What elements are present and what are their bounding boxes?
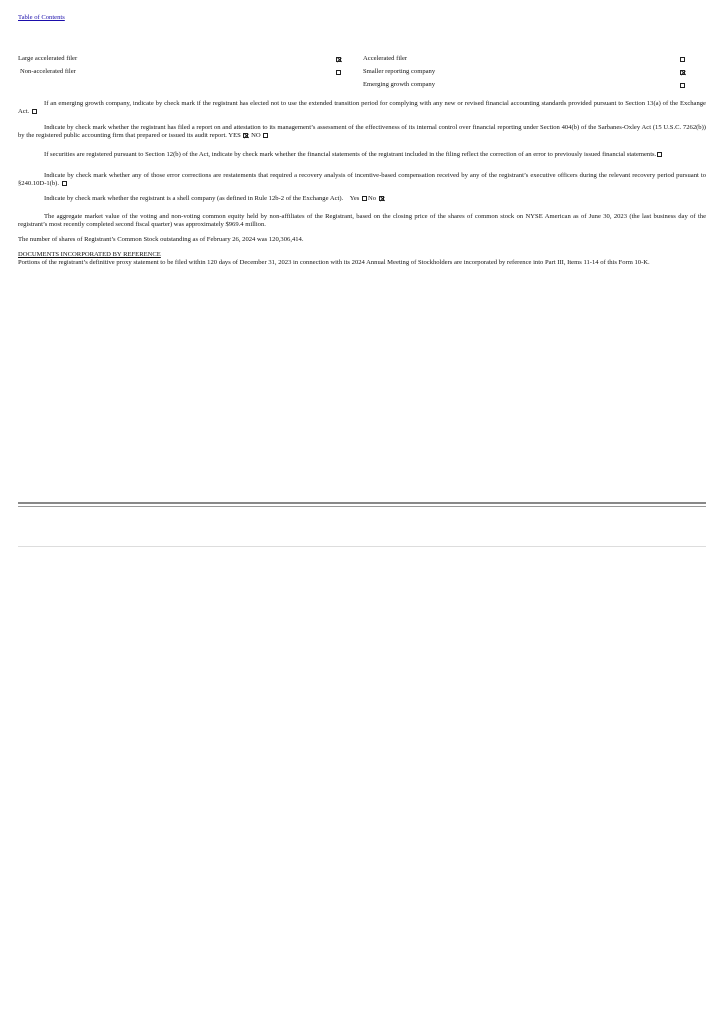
emerging-growth-paragraph: [18, 100, 706, 117]
error-correction-checkbox[interactable]: [657, 152, 662, 157]
accelerated-filer-checkbox[interactable]: [680, 57, 685, 62]
clawback-paragraph: [18, 172, 706, 189]
non-accelerated-filer-checkbox[interactable]: [336, 70, 341, 75]
page-break-rule-secondary: [18, 506, 706, 507]
shares-outstanding-text: The number of shares of Registrant’s Common Stock outstanding as of February 26, 2024 was 120,306,414.: [18, 236, 304, 243]
document-page: [18, 0, 706, 1024]
shell-yes-checkbox[interactable]: [362, 196, 367, 201]
large-accelerated-filer-label: Large accelerated filer: [18, 55, 78, 62]
filer-row-2: [18, 68, 706, 78]
market-value-paragraph: [18, 213, 706, 230]
icfr-no-label: NO: [251, 132, 261, 140]
icfr-attestation-text: Indicate by check mark whether the registrant has filed a report on and attestation to its management’s assessment of the effectiveness of its internal control over financial reporting under Section 404(b) of the Sarbanes-Oxley Act (15 U.S.C. 7262(b)) by the registered public accounting firm that prepared or issued its audit report.: [18, 124, 706, 140]
market-value-text: The aggregate market value of the voting and non-voting common equity held by non-affiliates of the Registrant, based on the closing price of the shares of common stock on NYSE American as of June 30, 2023 (the last business day of the registrant’s most recently completed second fiscal quarter) was approximately $969.4 million.: [18, 213, 706, 229]
page-divider: [18, 546, 706, 547]
error-correction-paragraph: [18, 151, 706, 159]
emerging-growth-company-checkbox[interactable]: [680, 83, 685, 88]
emerging-growth-company-label: Emerging growth company: [363, 81, 436, 88]
page-break-rule: [18, 502, 706, 504]
shares-outstanding-paragraph: [18, 236, 706, 244]
icfr-yes-label: YES: [228, 132, 241, 140]
smaller-reporting-company-checkbox[interactable]: [680, 70, 685, 75]
filer-row-1: [18, 55, 706, 65]
error-correction-text: If securities are registered pursuant to Section 12(b) of the Act, indicate by check mark whether the financial statements of the registrant included in the filing reflect the correction of an error to previously issued financial statements.: [44, 151, 657, 158]
emerging-growth-text: If an emerging growth company, indicate by check mark if the registrant has elected not to use the extended transition period for complying with any new or revised financial accounting standards provided pursuant to Section 13(a) of the Exchange Act.: [18, 100, 706, 116]
non-accelerated-filer-label: Non-accelerated filer: [20, 68, 76, 75]
clawback-checkbox[interactable]: [62, 181, 67, 186]
documents-incorporated-paragraph: [18, 259, 706, 267]
icfr-attestation-paragraph: [18, 124, 706, 141]
filer-row-3: [18, 81, 706, 91]
documents-incorporated-heading: DOCUMENTS INCORPORATED BY REFERENCE: [18, 251, 161, 258]
shell-company-text: Indicate by check mark whether the registrant is a shell company (as defined in Rule 12b-2 of the Exchange Act).: [44, 195, 344, 202]
shell-company-paragraph: [18, 195, 706, 203]
emerging-growth-election-checkbox[interactable]: [32, 109, 37, 114]
documents-incorporated-text: Portions of the registrant’s definitive proxy statement to be filed within 120 days of December 31, 2023 in connection with its 2024 Annual Meeting of Stockholders are incorporated by reference into Part III, Items 11-14 of this Form 10-K.: [18, 259, 650, 266]
icfr-yes-checkbox[interactable]: [243, 133, 248, 138]
clawback-text: Indicate by check mark whether any of those error corrections are restatements that required a recovery analysis of incentive-based compensation received by any of the registrant’s executive officers during the relevant recovery period pursuant to §240.10D-1(b).: [18, 172, 706, 188]
smaller-reporting-company-label: Smaller reporting company: [363, 68, 436, 75]
accelerated-filer-label: Accelerated filer: [363, 55, 408, 62]
table-of-contents-link[interactable]: Table of Contents: [18, 14, 65, 21]
large-accelerated-filer-checkbox[interactable]: [336, 57, 341, 62]
shell-no-checkbox[interactable]: [379, 196, 384, 201]
shell-no-label: No: [368, 195, 377, 202]
icfr-no-checkbox[interactable]: [263, 133, 268, 138]
shell-yes-label: Yes: [349, 195, 360, 202]
